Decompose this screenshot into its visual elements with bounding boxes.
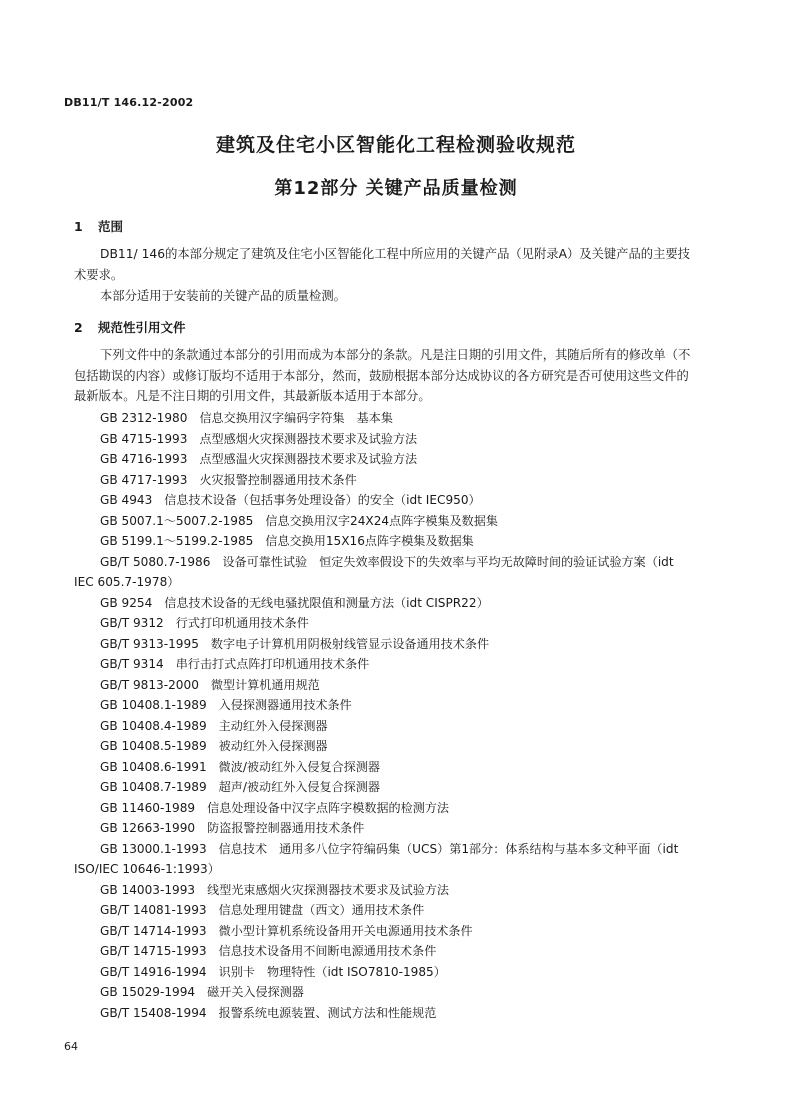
reference-code: GB/T 14714-1993 bbox=[100, 923, 207, 938]
reference-item bbox=[74, 716, 694, 737]
reference-code: GB 10408.4-1989 bbox=[100, 718, 207, 733]
reference-code: GB 4943 bbox=[100, 493, 153, 507]
reference-item bbox=[74, 511, 694, 532]
reference-code: GB 4717-1993 bbox=[100, 472, 188, 487]
reference-item bbox=[74, 880, 694, 901]
reference-code: GB/T 15408-1994 bbox=[100, 1005, 207, 1020]
reference-title: 火灾报警控制器通用技术条件 bbox=[199, 472, 357, 487]
reference-item bbox=[74, 839, 694, 880]
reference-item bbox=[74, 593, 694, 614]
reference-list bbox=[74, 408, 694, 1023]
reference-title: 信息交换用15X16点阵字模集及数据集 bbox=[265, 534, 474, 548]
references-intro-paragraph: 下列文件中的条款通过本部分的引用而成为本部分的条款。凡是注日期的引用文件，其随后所有的修改单（不包括勘误的内容）或修订版均不适用于本部分，然而，鼓励根据本部分达成协议的各方研究是否可使用这些文件的最新版本。凡是不注日期的引用文件，其最新版本适用于本部分。 bbox=[74, 348, 691, 403]
reference-title: 微小型计算机系统设备用开关电源通用技术条件 bbox=[218, 923, 473, 938]
reference-code: GB 5199.1～5199.2-1985 bbox=[100, 534, 254, 548]
reference-item bbox=[74, 531, 694, 552]
reference-title: 信息技术 通用多八位字符编码集（UCS）第1部分：体系结构与基本多文种平面（idt ISO/IEC 10646-1:1993） bbox=[74, 841, 679, 876]
section-heading-references bbox=[74, 318, 186, 336]
reference-code: GB 14003-1993 bbox=[100, 882, 196, 897]
reference-item bbox=[74, 408, 694, 429]
reference-code: GB 4716-1993 bbox=[100, 452, 188, 466]
scope-paragraph-2: 本部分适用于安装前的关键产品的质量检测。 bbox=[100, 289, 346, 303]
reference-title: 防盗报警控制器通用技术条件 bbox=[207, 821, 365, 835]
reference-title: 被动红外入侵探测器 bbox=[218, 739, 328, 753]
reference-title: 信息交换用汉字24X24点阵字模集及数据集 bbox=[265, 513, 498, 528]
reference-code: GB 10408.1-1989 bbox=[100, 698, 207, 712]
reference-code: GB 10408.7-1989 bbox=[100, 780, 207, 794]
reference-item bbox=[74, 470, 694, 491]
reference-item bbox=[74, 675, 694, 696]
reference-code: GB/T 9313-1995 bbox=[100, 636, 199, 651]
reference-title: 点型感烟火灾探测器技术要求及试验方法 bbox=[199, 431, 418, 446]
reference-item bbox=[74, 613, 694, 634]
document-code: DB11/T 146.12-2002 bbox=[64, 96, 194, 109]
reference-title: 信息处理用键盘（西文）通用技术条件 bbox=[218, 903, 425, 917]
section-number: 2 bbox=[74, 320, 83, 335]
reference-code: GB 13000.1-1993 bbox=[100, 841, 207, 856]
reference-title: 线型光束感烟火灾探测器技术要求及试验方法 bbox=[207, 882, 450, 897]
reference-code: GB 10408.5-1989 bbox=[100, 739, 207, 753]
reference-title: 信息处理设备中汉字点阵字模数据的检测方法 bbox=[207, 800, 450, 815]
reference-code: GB/T 9314 bbox=[100, 657, 164, 671]
reference-code: GB 10408.6-1991 bbox=[100, 759, 207, 774]
reference-code: GB 9254 bbox=[100, 595, 153, 610]
reference-title: 入侵探测器通用技术条件 bbox=[218, 698, 352, 712]
reference-item bbox=[74, 552, 694, 593]
reference-item bbox=[74, 921, 694, 942]
reference-item bbox=[74, 1003, 694, 1024]
reference-title: 信息技术设备用不间断电源通用技术条件 bbox=[218, 944, 437, 958]
reference-title: 主动红外入侵探测器 bbox=[218, 718, 328, 733]
reference-item bbox=[74, 962, 694, 983]
reference-code: GB 5007.1～5007.2-1985 bbox=[100, 513, 254, 528]
reference-item bbox=[74, 777, 694, 798]
reference-code: GB/T 14916-1994 bbox=[100, 964, 207, 979]
reference-item bbox=[74, 941, 694, 962]
reference-code: GB 15029-1994 bbox=[100, 985, 196, 999]
reference-item bbox=[74, 818, 694, 839]
reference-item bbox=[74, 449, 694, 470]
reference-item bbox=[74, 900, 694, 921]
reference-code: GB/T 14715-1993 bbox=[100, 944, 207, 958]
section-heading-scope bbox=[74, 217, 123, 235]
reference-code: GB 2312-1980 bbox=[100, 411, 188, 425]
reference-code: GB 4715-1993 bbox=[100, 431, 188, 446]
reference-code: GB 12663-1990 bbox=[100, 821, 196, 835]
reference-title: 数字电子计算机用阴极射线管显示设备通用技术条件 bbox=[210, 636, 490, 651]
reference-title: 行式打印机通用技术条件 bbox=[175, 616, 309, 630]
reference-item bbox=[74, 429, 694, 450]
reference-item bbox=[74, 634, 694, 655]
reference-item bbox=[74, 757, 694, 778]
reference-title: 报警系统电源装置、测试方法和性能规范 bbox=[218, 1005, 437, 1020]
section-title: 规范性引用文件 bbox=[98, 320, 186, 335]
scope-paragraph-1: DB11/ 146的本部分规定了建筑及住宅小区智能化工程中所应用的关键产品（见附录A）及关键产品的主要技术要求。 bbox=[74, 247, 690, 282]
section-number: 1 bbox=[74, 219, 83, 234]
reference-code: GB 11460-1989 bbox=[100, 800, 196, 815]
reference-title: 超声/被动红外入侵复合探测器 bbox=[218, 780, 380, 794]
reference-code: GB/T 9312 bbox=[100, 616, 164, 630]
section-title: 范围 bbox=[98, 219, 124, 234]
reference-title: 串行击打式点阵打印机通用技术条件 bbox=[175, 657, 370, 671]
reference-title: 磁开关入侵探测器 bbox=[207, 985, 304, 999]
reference-item bbox=[74, 490, 694, 511]
page-number: 64 bbox=[64, 1040, 78, 1053]
reference-title: 信息技术设备（包括事务处理设备）的安全（idt IEC950） bbox=[164, 493, 481, 507]
reference-item bbox=[74, 736, 694, 757]
reference-item bbox=[74, 798, 694, 819]
document-title: 建筑及住宅小区智能化工程检测验收规范 bbox=[215, 134, 576, 156]
reference-title: 点型感温火灾探测器技术要求及试验方法 bbox=[199, 452, 418, 466]
reference-title: 微波/被动红外入侵复合探测器 bbox=[218, 759, 380, 774]
reference-item bbox=[74, 982, 694, 1003]
reference-title: 信息交换用汉字编码字符集 基本集 bbox=[199, 411, 393, 425]
reference-item bbox=[74, 654, 694, 675]
reference-code: GB/T 9813-2000 bbox=[100, 677, 199, 692]
reference-code: GB/T 5080.7-1986 bbox=[100, 554, 211, 569]
reference-item bbox=[74, 695, 694, 716]
reference-title: 微型计算机通用规范 bbox=[210, 677, 320, 692]
reference-code: GB/T 14081-1993 bbox=[100, 903, 207, 917]
reference-title: 设备可靠性试验 恒定失效率假设下的失效率与平均无故障时间的验证试验方案（idt IEC 605.7-1978） bbox=[74, 554, 674, 589]
reference-title: 识别卡 物理特性（idt ISO7810-1985） bbox=[218, 964, 446, 979]
document-subtitle: 第12部分 关键产品质量检测 bbox=[274, 178, 518, 199]
reference-title: 信息技术设备的无线电骚扰限值和测量方法（idt CISPR22） bbox=[164, 595, 489, 610]
